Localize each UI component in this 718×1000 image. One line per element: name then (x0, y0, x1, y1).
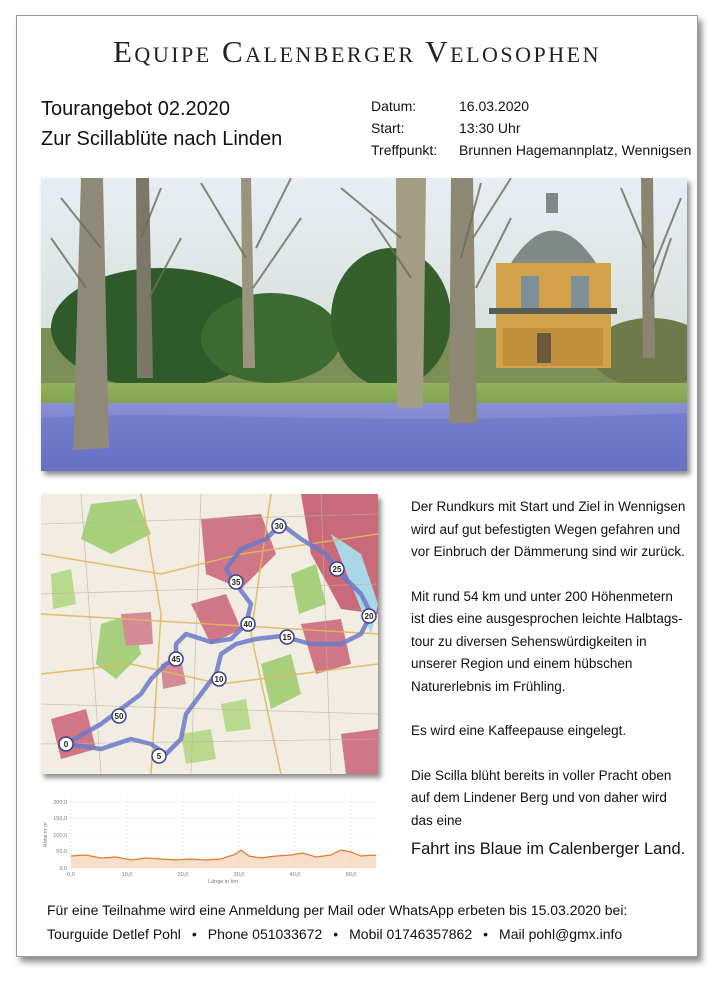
route-map (41, 494, 378, 774)
km-marker-label: 15 (282, 633, 292, 642)
km-marker-10 (212, 672, 226, 686)
x-tick-label: 0,0 (67, 872, 75, 878)
km-marker-35 (229, 575, 243, 589)
km-marker-45 (169, 652, 183, 666)
km-marker-label: 25 (332, 565, 342, 574)
km-marker-label: 20 (364, 612, 374, 621)
description-paragraph: Die Scilla blüht bereits in voller Pracht oben auf dem Lindener Berg und von daher wird das eine (411, 767, 672, 828)
y-axis-label: Höhe in m (43, 822, 49, 848)
info-label: Start: (371, 120, 405, 136)
email-address[interactable]: Mail pohl@gmx.info (499, 926, 623, 942)
x-tick-label: 50,0 (345, 872, 357, 878)
elevation-profile (41, 792, 381, 884)
separator: • (191, 926, 197, 942)
separator: • (333, 926, 339, 942)
km-marker-label: 50 (114, 712, 124, 721)
km-marker-label: 0 (63, 740, 69, 749)
contact-line (47, 922, 627, 946)
km-marker-25 (330, 562, 344, 576)
separator: • (483, 926, 489, 942)
flyer-page (16, 15, 698, 957)
club-title: Equipe Calenberger Velosophen (113, 34, 601, 69)
park-photo-illustration (41, 178, 687, 471)
info-row-meeting-point (371, 139, 691, 161)
tour-info (371, 95, 691, 161)
km-marker-5 (152, 749, 166, 763)
info-value: 16.03.2020 (459, 98, 530, 114)
y-tick-label: 50,0 (56, 849, 67, 855)
x-tick-label: 30,0 (233, 872, 245, 878)
x-tick-label: 10,0 (121, 872, 133, 878)
phone-number: Phone 051033672 (207, 926, 323, 942)
km-marker-label: 5 (156, 752, 162, 761)
tour-name: Zur Scillablüte nach Linden (41, 128, 283, 150)
km-marker-50 (112, 709, 126, 723)
description-paragraph: Der Rundkurs mit Start und Ziel in Wennigsen wird auf gut befestigten Wegen gefahren und vor Einbruch der Dämmerung sind wir zurück. (411, 499, 686, 559)
info-row-start (371, 117, 691, 139)
info-row-date (371, 95, 691, 117)
km-marker-40 (241, 617, 255, 631)
km-marker-30 (272, 519, 286, 533)
description-paragraph: Mit rund 54 km und unter 200 Höhenmetern ist dies eine ausgesprochen leichte Halbtags-tour zu diversen Sehenswürdigkeiten in unserer Region und einem hübschen Naturerlebnis im Frühling. (411, 588, 683, 694)
info-label: Datum: (371, 98, 417, 114)
info-value: Brunnen Hagemannplatz, Wennigsen (459, 142, 692, 158)
x-tick-label: 20,0 (177, 872, 189, 878)
tour-description (411, 496, 689, 861)
tour-offer-number: Tourangebot 02.2020 (41, 98, 231, 120)
km-marker-15 (280, 630, 294, 644)
km-marker-0 (59, 737, 73, 751)
contact-footer (47, 898, 627, 946)
elevation-profile-chart (41, 792, 381, 884)
info-value: 13:30 Uhr (459, 120, 521, 136)
km-marker-label: 10 (214, 675, 224, 684)
park-photo (41, 178, 687, 471)
km-marker-label: 45 (171, 655, 181, 664)
y-tick-label: 200,0 (53, 800, 67, 806)
km-marker-label: 40 (243, 620, 253, 629)
y-tick-label: 0,0 (59, 866, 67, 872)
route-map-illustration (41, 494, 378, 774)
description-paragraph: Es wird eine Kaffeepause eingelegt. (411, 723, 627, 738)
km-marker-label: 30 (274, 522, 284, 531)
x-tick-label: 40,0 (289, 872, 301, 878)
y-tick-label: 100,0 (53, 833, 67, 839)
x-axis-label: Länge in km (208, 879, 238, 884)
info-label: Treffpunkt: (371, 142, 438, 158)
km-marker-20 (362, 609, 376, 623)
description-highlight: Fahrt ins Blaue im Calenberger Land. (411, 840, 686, 858)
mobile-number: Mobil 01746357862 (349, 926, 473, 942)
y-tick-label: 150,0 (53, 816, 67, 822)
registration-note: Für eine Teilnahme wird eine Anmeldung per Mail oder WhatsApp erbeten bis 15.03.2020 bei: (47, 902, 628, 918)
tour-guide: Tourguide Detlef Pohl (47, 926, 181, 942)
km-marker-label: 35 (231, 578, 241, 587)
